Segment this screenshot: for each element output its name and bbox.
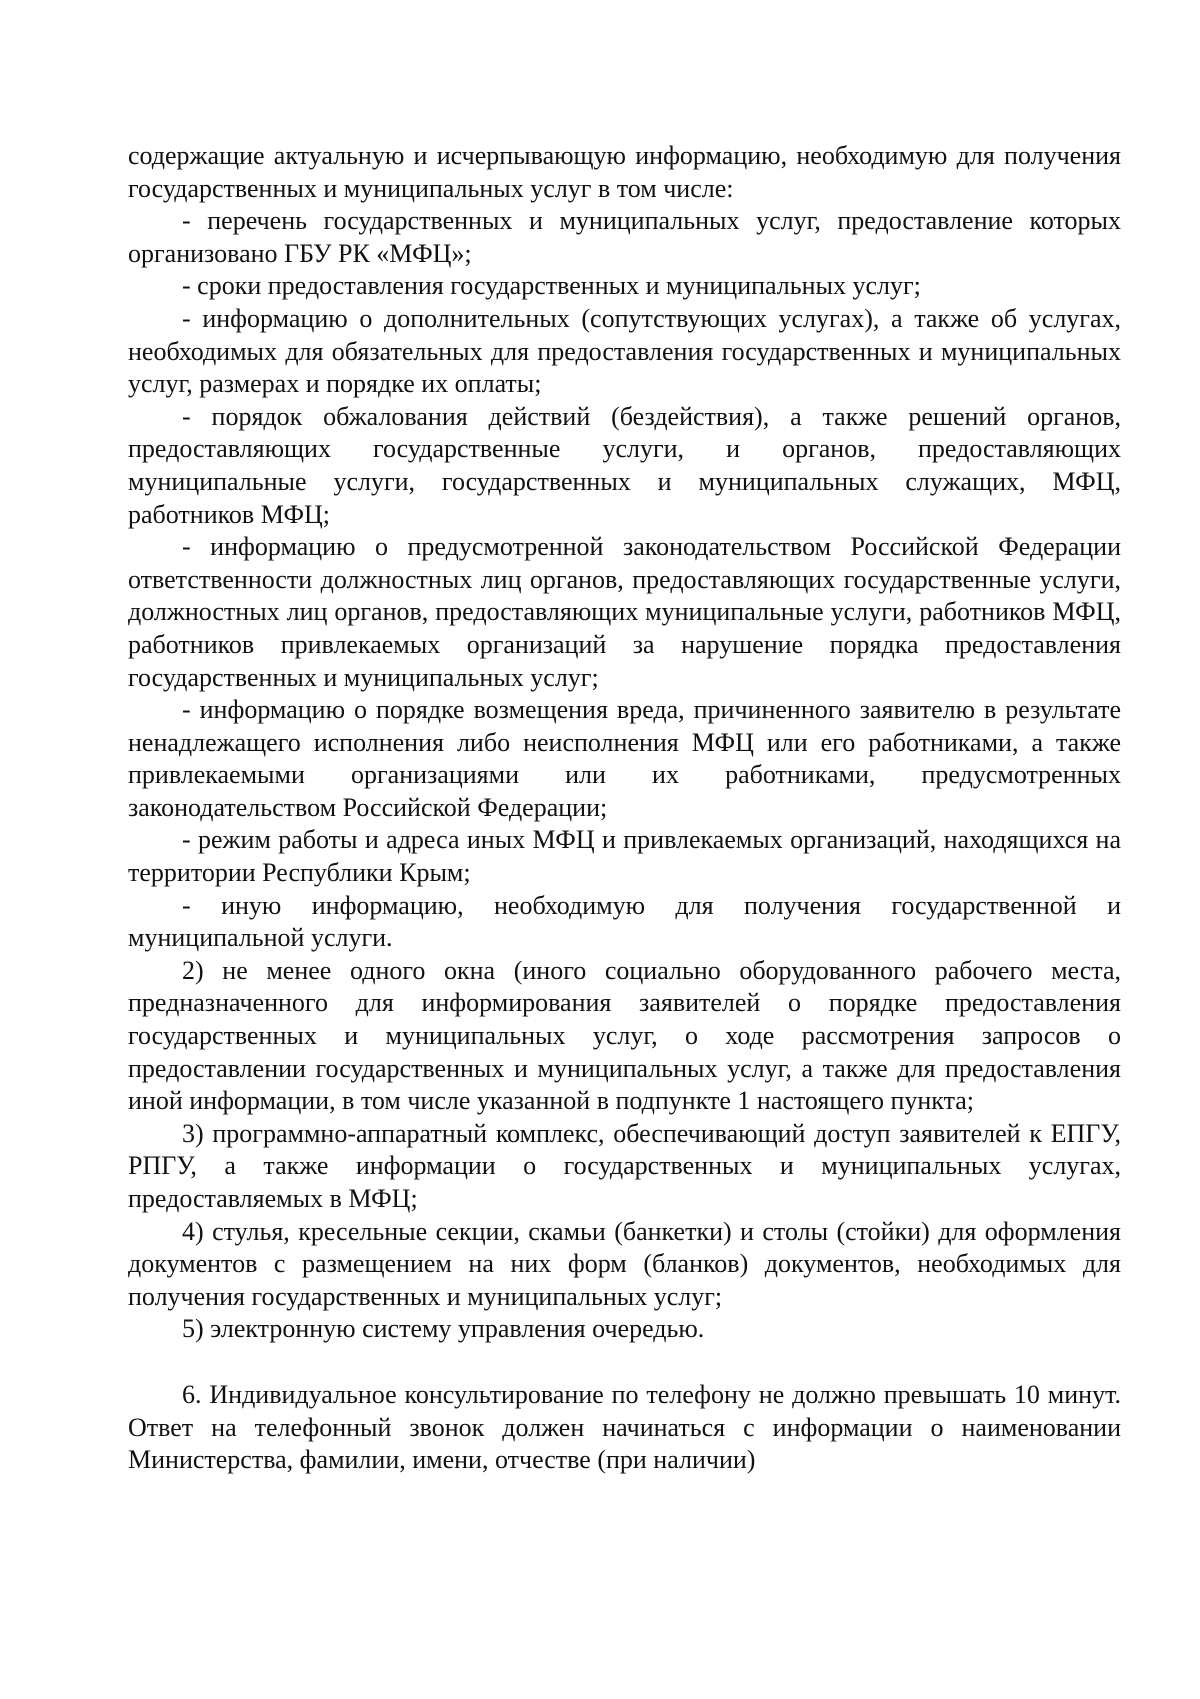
paragraph-intro-continuation: содержащие актуальную и исчерпывающую информацию, необходимую для получения государственных и муниципальных услуг в том числе: [128, 141, 1121, 203]
list-item-services-list: - перечень государственных и муниципальных услуг, предоставление которых организовано ГБУ РК «МФЦ»; [128, 206, 1121, 268]
numbered-item-4-furniture: 4) стулья, кресельные секции, скамьи (банкетки) и столы (стойки) для оформления документов с размещением на них форм (бланков) документов, необходимых для получения государственных и муниципальных услуг; [128, 1216, 1121, 1311]
list-item-deadlines: - сроки предоставления государственных и муниципальных услуг; [182, 271, 921, 301]
list-item-damage-compensation: - информацию о порядке возмещения вреда, причиненного заявителю в результате ненадлежащего исполнения либо неисполнения МФЦ или его работниками, а также привлекаемыми организациями или их работниками, предусмотренных законодательством Российской Федерации; [128, 695, 1121, 822]
document-body [128, 140, 1121, 1477]
numbered-item-5-queue-system: 5) электронную систему управления очередью. [182, 1314, 705, 1344]
numbered-item-2-window: 2) не менее одного окна (иного социально оборудованного рабочего места, предназначенного для информирования заявителей о порядке предоставления государственных и муниципальных услуг, о ходе рассмотрения запросов о предоставлении государственных и муниципальных услуг, а также для предоставления иной информации, в том числе указанной в подпункте 1 настоящего пункта; [128, 955, 1121, 1116]
section-6-phone-consulting: 6. Индивидуальное консультирование по телефону не должно превышать 10 минут. Ответ на телефонный звонок должен начинаться с информации о наименовании Министерства, фамилии, имени, отчестве (при наличии) [128, 1379, 1121, 1475]
list-item-additional-services: - информацию о дополнительных (сопутствующих услугах), а также об услугах, необходимых для обязательных для предоставления государственных и муниципальных услуг, размерах и порядке их оплаты; [128, 303, 1121, 399]
list-item-working-hours: - режим работы и адреса иных МФЦ и привлекаемых организаций, находящихся на территории Республики Крым; [128, 825, 1121, 888]
list-item-responsibility: - информацию о предусмотренной законодательством Российской Федерации ответственности должностных лиц органов, предоставляющих государственные услуги, должностных лиц органов, предоставляющих муниципальные услуги, работников МФЦ, работников привлекаемых организаций за нарушение порядка предоставления государственных и муниципальных услуг; [128, 532, 1121, 692]
numbered-item-3-hardware: 3) программно-аппаратный комплекс, обеспечивающий доступ заявителей к ЕПГУ, РПГУ, а также информации о государственных и муниципальных услугах, предоставляемых в МФЦ; [128, 1118, 1121, 1213]
list-item-appeal-procedure: - порядок обжалования действий (бездействия), а также решений органов, предоставляющих государственные услуги, и органов, предоставляющих муниципальные услуги, государственных и муниципальных служащих, МФЦ, работников МФЦ; [128, 401, 1121, 529]
list-item-other-information: - иную информацию, необходимую для получения государственной и муниципальной услуги. [128, 890, 1121, 953]
